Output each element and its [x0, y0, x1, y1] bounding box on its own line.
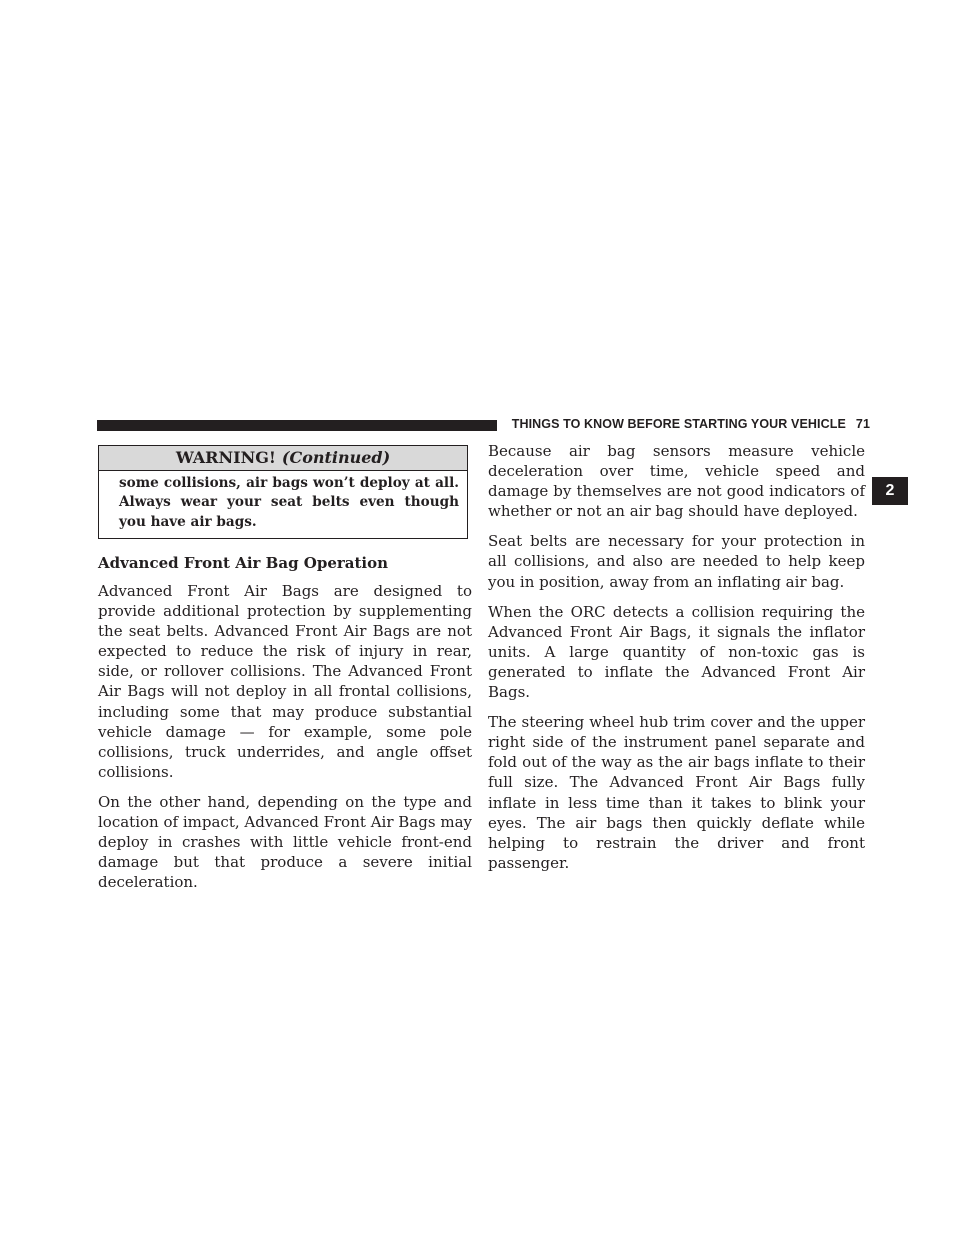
right-column — [488, 441, 865, 883]
paragraph: Because air bag sensors measure vehicle deceleration over time, vehicle speed and damage by themselves are not good indicators of whether or not an air bag should have deployed. — [488, 442, 865, 521]
warning-box — [98, 445, 468, 539]
section-heading: Advanced Front Air Bag Operation — [98, 553, 389, 572]
header-rule — [97, 420, 497, 431]
warning-text: some collisions, air bags won’t deploy at all. Always wear your seat belts even though you have air bags. — [119, 475, 459, 530]
page-number: 71 — [855, 417, 870, 431]
left-column — [98, 445, 472, 902]
paragraph: The steering wheel hub trim cover and the upper right side of the instrument panel separate and fold out of the way as the air bags inflate to their full size. The Advanced Front Air Bags fully inflate in less time than it takes to blink your eyes. The air bags then quickly deflate while helping to restrain the driver and front passenger. — [488, 713, 865, 872]
paragraph: Advanced Front Air Bags are designed to provide additional protection by supplementing the seat belts. Advanced Front Air Bags are not expected to reduce the risk of injury in rear, side, or rollover collisions. The Advanced Front Air Bags will not deploy in all frontal collisions, including some that may produce substantial vehicle damage — for example, some pole collisions, truck underrides, and angle offset collisions. — [98, 581, 472, 781]
chapter-tab: 2 — [872, 477, 908, 505]
paragraph: Seat belts are necessary for your protection in all collisions, and also are needed to help keep you in position, away from an inflating air bag. — [488, 532, 865, 591]
running-header — [508, 417, 870, 431]
paragraph: On the other hand, depending on the type and location of impact, Advanced Front Air Bags may deploy in crashes with little vehicle front-end damage but that produce a severe initial deceleration. — [98, 792, 472, 892]
warning-header — [99, 446, 467, 471]
header-title: THINGS TO KNOW BEFORE STARTING YOUR VEHICLE — [511, 417, 846, 431]
warning-continued: (Continued) — [281, 448, 391, 467]
paragraph: When the ORC detects a collision requiring the Advanced Front Air Bags, it signals the inflator units. A large quantity of non-toxic gas is generated to inflate the Advanced Front Air Bags. — [488, 602, 865, 702]
warning-label: WARNING! — [175, 448, 276, 467]
